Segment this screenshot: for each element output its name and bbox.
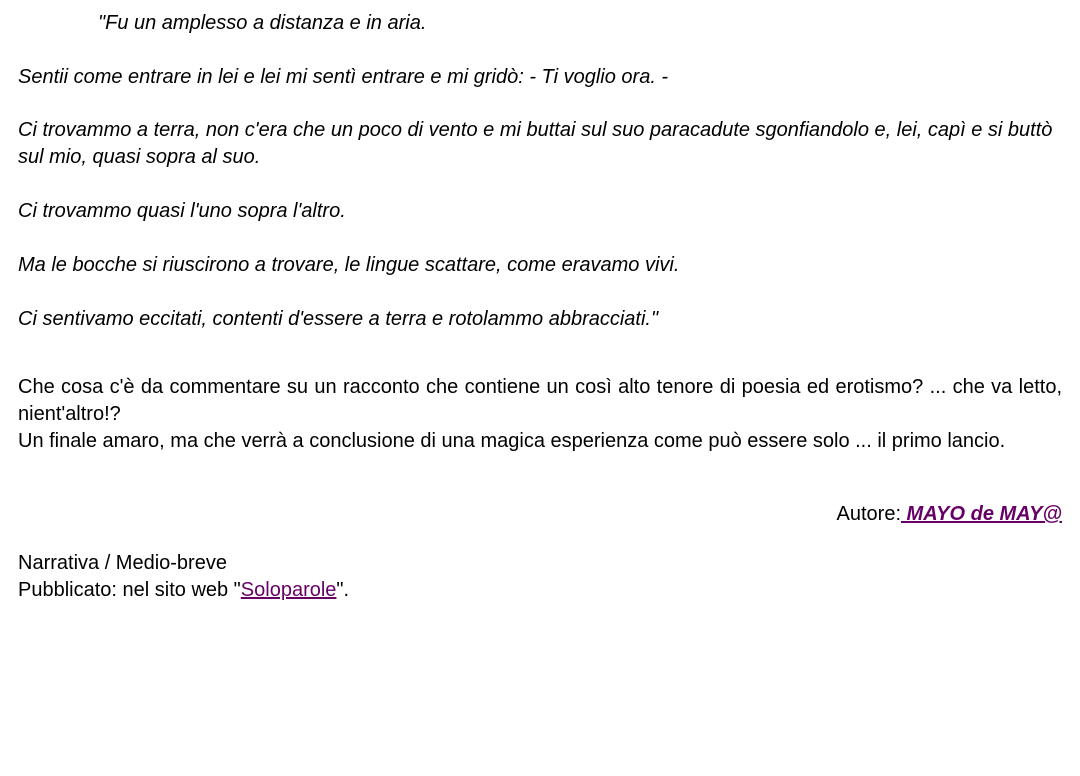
commentary-paragraph-1: Che cosa c'è da commentare su un racconto che contiene un così alto tenore di poesia ed erotismo? ... che va letto, nient'altro!? [18, 376, 1062, 425]
author-credit [18, 501, 1062, 528]
author-label: Autore: [836, 503, 901, 525]
commentary [18, 374, 1062, 455]
quote-line-2: Ci trovammo a terra, non c'era che un poco di vento e mi buttai sul suo paracadute sgonfiandolo e, lei, capì e si buttò sul mio, quasi sopra al suo. [18, 119, 1053, 168]
quote-line-1: Sentii come entrare in lei e lei mi sentì entrare e mi gridò: - Ti voglio ora. - [18, 66, 669, 88]
quote-line-4: Ma le bocche si riuscirono a trovare, le lingue scattare, come eravamo vivi. [18, 254, 680, 276]
published-text [18, 577, 349, 604]
commentary-paragraph-2: Un finale amaro, ma che verrà a conclusione di una magica esperienza come può essere solo ... il primo lancio. [18, 430, 1006, 452]
publication-info [18, 550, 349, 604]
published-prefix: Pubblicato: nel sito web " [18, 579, 241, 601]
genre-text: Narrativa / Medio-breve [18, 552, 227, 574]
site-link[interactable]: Soloparole [240, 579, 337, 601]
quote-opening: "Fu un amplesso a distanza e in aria. [98, 12, 427, 34]
quote-line-5: Ci sentivamo eccitati, contenti d'essere a terra e rotolammo abbracciati." [18, 308, 659, 330]
published-suffix: ". [336, 579, 350, 601]
quote-line-3: Ci trovammo quasi l'uno sopra l'altro. [18, 200, 346, 222]
author-link[interactable]: MAYO de MAY@ [901, 503, 1062, 525]
